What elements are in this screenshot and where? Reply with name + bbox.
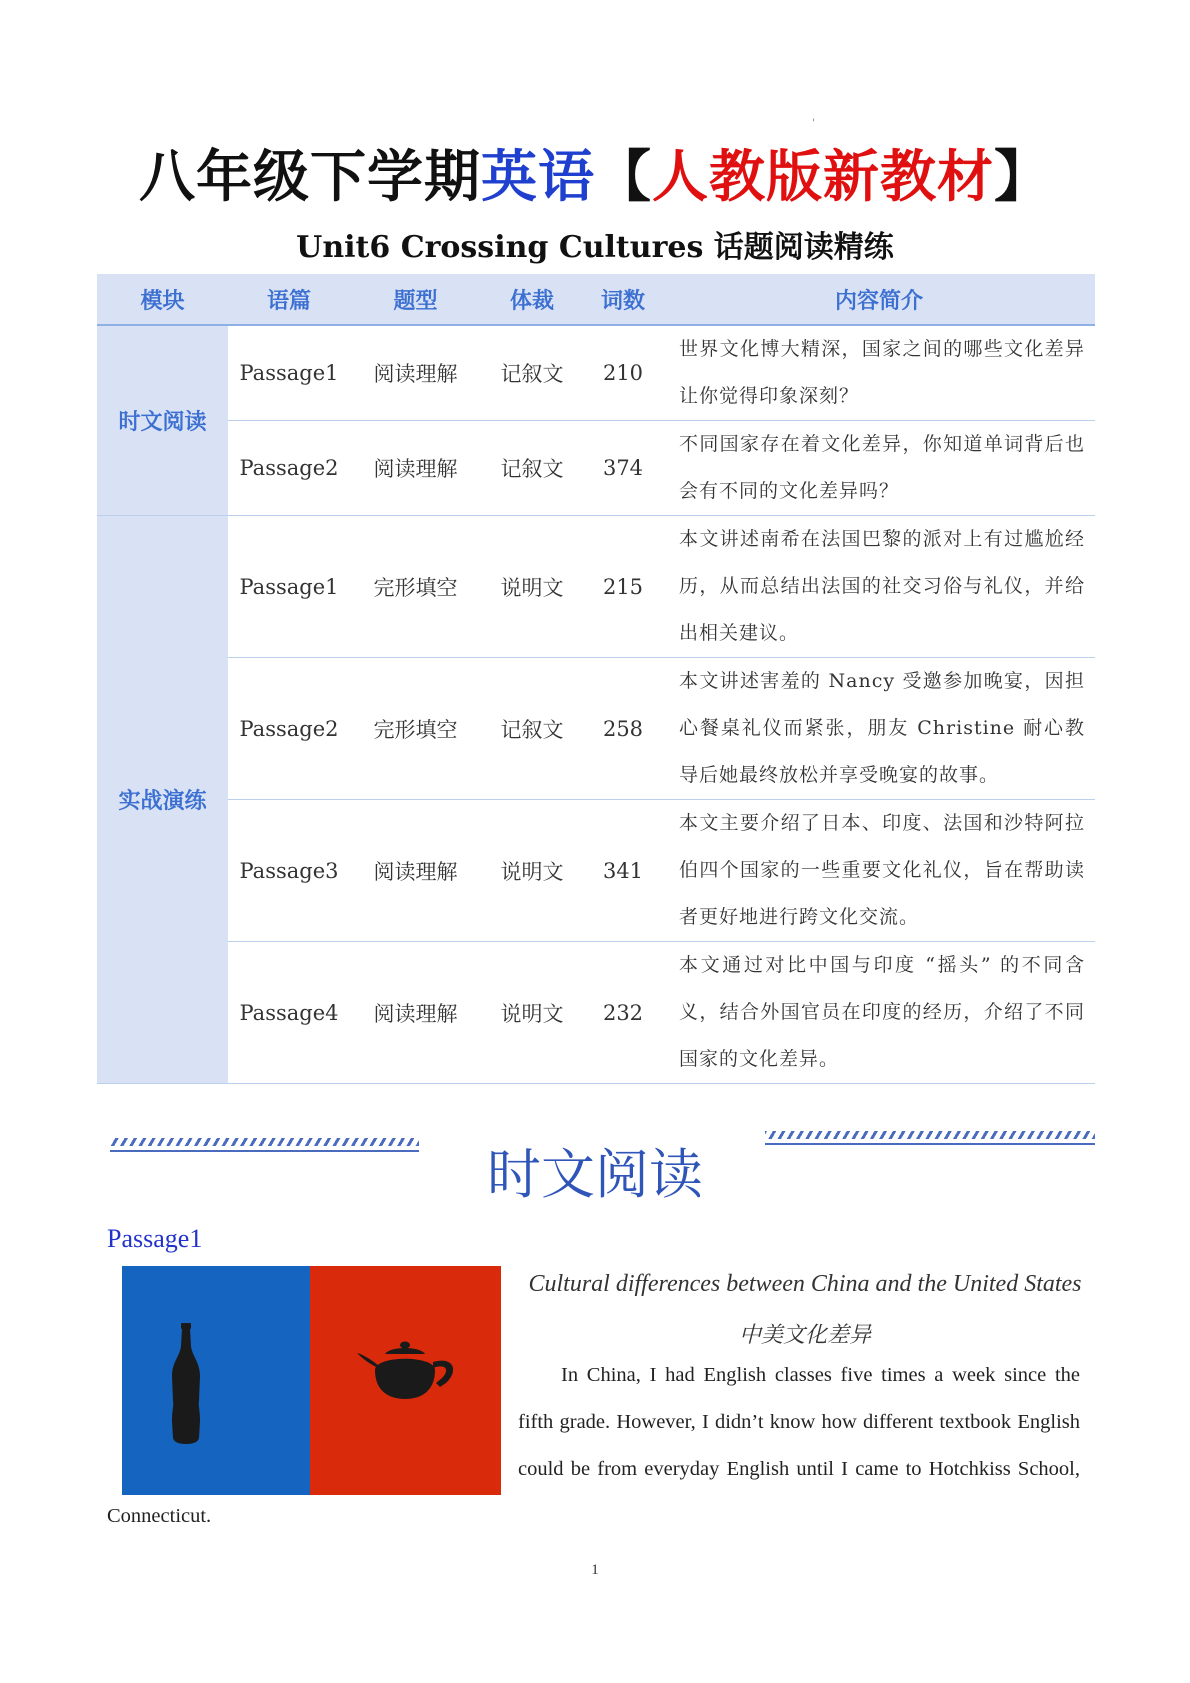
cell-summary: 本文主要介绍了日本、印度、法国和沙特阿拉伯四个国家的一些重要文化礼仪，旨在帮助读者更好地进行跨文化交流。 (663, 800, 1095, 942)
cell-words: 258 (583, 658, 663, 800)
cell-summary: 本文讲述害羞的 Nancy 受邀参加晚宴，因担心餐桌礼仪而紧张，朋友 Christine 耐心教导后她最终放松并享受晚宴的故事。 (663, 658, 1095, 800)
article-title: Cultural differences between China and the United States (528, 1271, 1082, 1297)
title-subject: 英语 (481, 145, 595, 210)
table-row (97, 658, 1095, 800)
cell-type: 完形填空 (350, 516, 481, 658)
cell-genre: 说明文 (481, 800, 583, 942)
title-bracket-close: 】 (994, 145, 1051, 210)
cell-summary: 本文讲述南希在法国巴黎的派对上有过尴尬经历，从而总结出法国的社交习俗与礼仪，并给出相关建议。 (663, 516, 1095, 658)
cell-type: 阅读理解 (350, 800, 481, 942)
cell-words: 374 (583, 421, 663, 516)
cell-type: 阅读理解 (350, 421, 481, 516)
header-words: 词数 (583, 274, 663, 325)
cell-genre: 记叙文 (481, 421, 583, 516)
cell-passage: Passage1 (228, 516, 350, 658)
header-module: 模块 (97, 274, 228, 325)
page-number: 1 (591, 1562, 599, 1578)
body-line-4: Connecticut. (107, 1505, 212, 1527)
module-current-reading: 时文阅读 (97, 325, 228, 516)
article-subtitle: 中美文化差异 (738, 1323, 871, 1348)
culture-illustration (122, 1266, 501, 1495)
cell-summary: 不同国家存在着文化差异，你知道单词背后也会有不同的文化差异吗？ (663, 421, 1095, 516)
body-line-1: In China, I had English classes five times a week since the (561, 1364, 1080, 1386)
cell-summary: 本文通过对比中国与印度 “摇头” 的不同含义，结合外国官员在印度的经历，介绍了不同国家的文化差异。 (663, 942, 1095, 1084)
cell-type: 阅读理解 (350, 942, 481, 1084)
table-row (97, 325, 1095, 421)
stray-mark: ' (812, 118, 815, 129)
cell-genre: 说明文 (481, 942, 583, 1084)
page-title (0, 142, 1190, 214)
overview-table (97, 274, 1095, 1084)
cell-passage: Passage2 (228, 421, 350, 516)
cell-genre: 记叙文 (481, 658, 583, 800)
cell-words: 215 (583, 516, 663, 658)
table-row (97, 516, 1095, 658)
cell-words: 341 (583, 800, 663, 942)
table-row (97, 421, 1095, 516)
table-row (97, 800, 1095, 942)
cell-passage: Passage2 (228, 658, 350, 800)
cell-words: 232 (583, 942, 663, 1084)
cell-type: 完形填空 (350, 658, 481, 800)
cell-passage: Passage4 (228, 942, 350, 1084)
cell-type: 阅读理解 (350, 325, 481, 421)
page-subtitle: Unit6 Crossing Cultures 话题阅读精练 (296, 230, 894, 265)
module-practice: 实战演练 (97, 516, 228, 1084)
passage-label: Passage1 (107, 1224, 203, 1253)
illustration-left-panel (122, 1266, 310, 1495)
table-header-row (97, 274, 1095, 325)
title-edition: 人教版新教材 (652, 145, 994, 210)
header-passage: 语篇 (228, 274, 350, 325)
header-genre: 体裁 (481, 274, 583, 325)
title-grade: 八年级下学期 (139, 145, 481, 210)
section-heading: 时文阅读 (487, 1143, 703, 1206)
cell-passage: Passage1 (228, 325, 350, 421)
header-type: 题型 (350, 274, 481, 325)
body-line-2: fifth grade. However, I didn’t know how different textbook English (518, 1411, 1080, 1433)
cell-genre: 记叙文 (481, 325, 583, 421)
header-summary: 内容简介 (663, 274, 1095, 325)
cell-passage: Passage3 (228, 800, 350, 942)
cell-summary: 世界文化博大精深，国家之间的哪些文化差异让你觉得印象深刻？ (663, 325, 1095, 421)
title-bracket-open: 【 (595, 145, 652, 210)
cell-genre: 说明文 (481, 516, 583, 658)
cell-words: 210 (583, 325, 663, 421)
table-row (97, 942, 1095, 1084)
body-line-3: could be from everyday English until I came to Hotchkiss School, (518, 1458, 1080, 1480)
